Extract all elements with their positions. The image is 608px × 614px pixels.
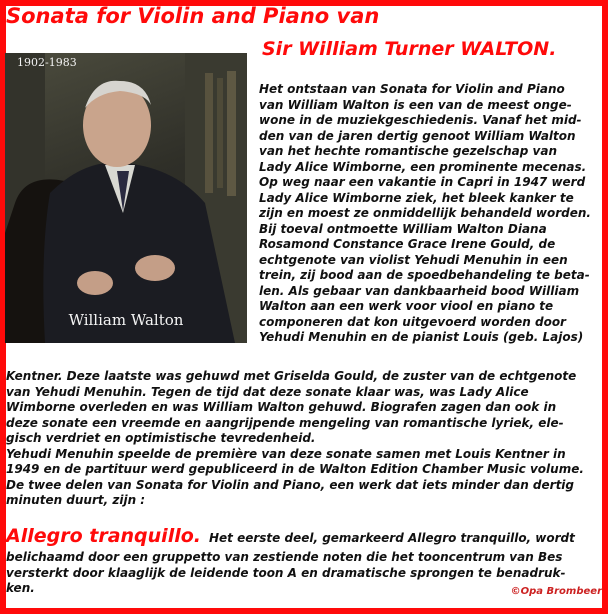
text-line: componeren dat kon uitgevoerd worden door — [259, 314, 566, 329]
text-line: Lady Alice Wimborne, een prominente mecenas. — [259, 159, 587, 174]
allegro-section — [6, 525, 575, 547]
text-line: zijn en moest ze onmiddellijk behandeld worden. — [259, 206, 591, 220]
text-line: Yehudi Menuhin en de pianist Louis (geb. Lajos) — [259, 330, 584, 344]
text-line: wone in de muziekgeschiedenis. Vanaf het mid- — [259, 113, 582, 127]
text-line: Op weg naar een vakantie in Capri in 1947 werd — [259, 175, 586, 189]
text-line: trein, zij bood aan de spoedbehandeling te beta- — [259, 268, 590, 282]
text-line: van het hechte romantische gezelschap van — [259, 144, 557, 158]
text-line: Walton aan een werk voor viool en piano te — [259, 299, 554, 313]
portrait-illustration — [5, 53, 247, 343]
text-line: gisch verdriet en optimistische tevredenheid. — [6, 431, 316, 445]
text-line: Rosamond Constance Grace Irene Gould, de — [259, 237, 556, 251]
body-text-full-width — [6, 369, 584, 509]
text-line: deze sonate een vreemde en aangrijpende mengeling van romantische lyriek, ele- — [6, 415, 564, 430]
portrait-years: 1902-1983 — [17, 56, 77, 69]
text-line: echtgenote van violist Yehudi Menuhin in een — [259, 252, 568, 267]
body-text-ending — [6, 550, 565, 597]
text-line: Bij toeval ontmoette William Walton Diana — [259, 221, 547, 236]
allegro-heading: Allegro tranquillo. — [6, 525, 201, 547]
text-line: Wimborne overleden en was William Walton gehuwd. Biografen zagen dan ook in — [6, 400, 557, 414]
signature: ©Opa Brombeer — [510, 586, 602, 597]
title-line-1: Sonata for Violin and Piano van — [6, 4, 380, 28]
portrait-photo — [5, 53, 247, 343]
portrait-caption: William Walton — [68, 311, 184, 329]
text-line: Kentner. Deze laatste was gehuwd met Griselda Gould, de zuster van de echtgenote — [6, 369, 577, 383]
text-line: Lady Alice Wimborne ziek, het bleek kanker te — [259, 190, 574, 205]
text-line: 1949 en de partituur werd gepubliceerd in de Walton Edition Chamber Music volume. — [6, 462, 584, 476]
text-line: belichaamd door een gruppetto van zestiende noten die het tooncentrum van Bes — [6, 550, 563, 564]
text-line: van William Walton is een van de meest onge- — [259, 97, 572, 112]
text-line: minuten duurt, zijn : — [6, 493, 146, 507]
allegro-first-line: Het eerste deel, gemarkeerd Allegro tranquillo, wordt — [209, 531, 575, 545]
text-line: versterkt door klaaglijk de leidende toon A en dramatische sprongen te benadruk- — [6, 565, 566, 580]
text-line: van Yehudi Menuhin. Tegen de tijd dat deze sonate klaar was, was Lady Alice — [6, 384, 529, 399]
text-line: ken. — [6, 581, 35, 595]
text-line: Yehudi Menuhin speelde de première van deze sonate samen met Louis Kentner in — [6, 446, 566, 461]
title-line-2: Sir William Turner WALTON. — [262, 38, 557, 60]
text-line: den van de jaren dertig genoot William Walton — [259, 128, 576, 143]
text-line: len. Als gebaar van dankbaarheid bood William — [259, 283, 580, 298]
body-text-right-column — [259, 82, 591, 346]
text-line: Het ontstaan van Sonata for Violin and Piano — [259, 82, 565, 96]
text-line: De twee delen van Sonata for Violin and Piano, een werk dat iets minder dan dertig — [6, 477, 575, 492]
